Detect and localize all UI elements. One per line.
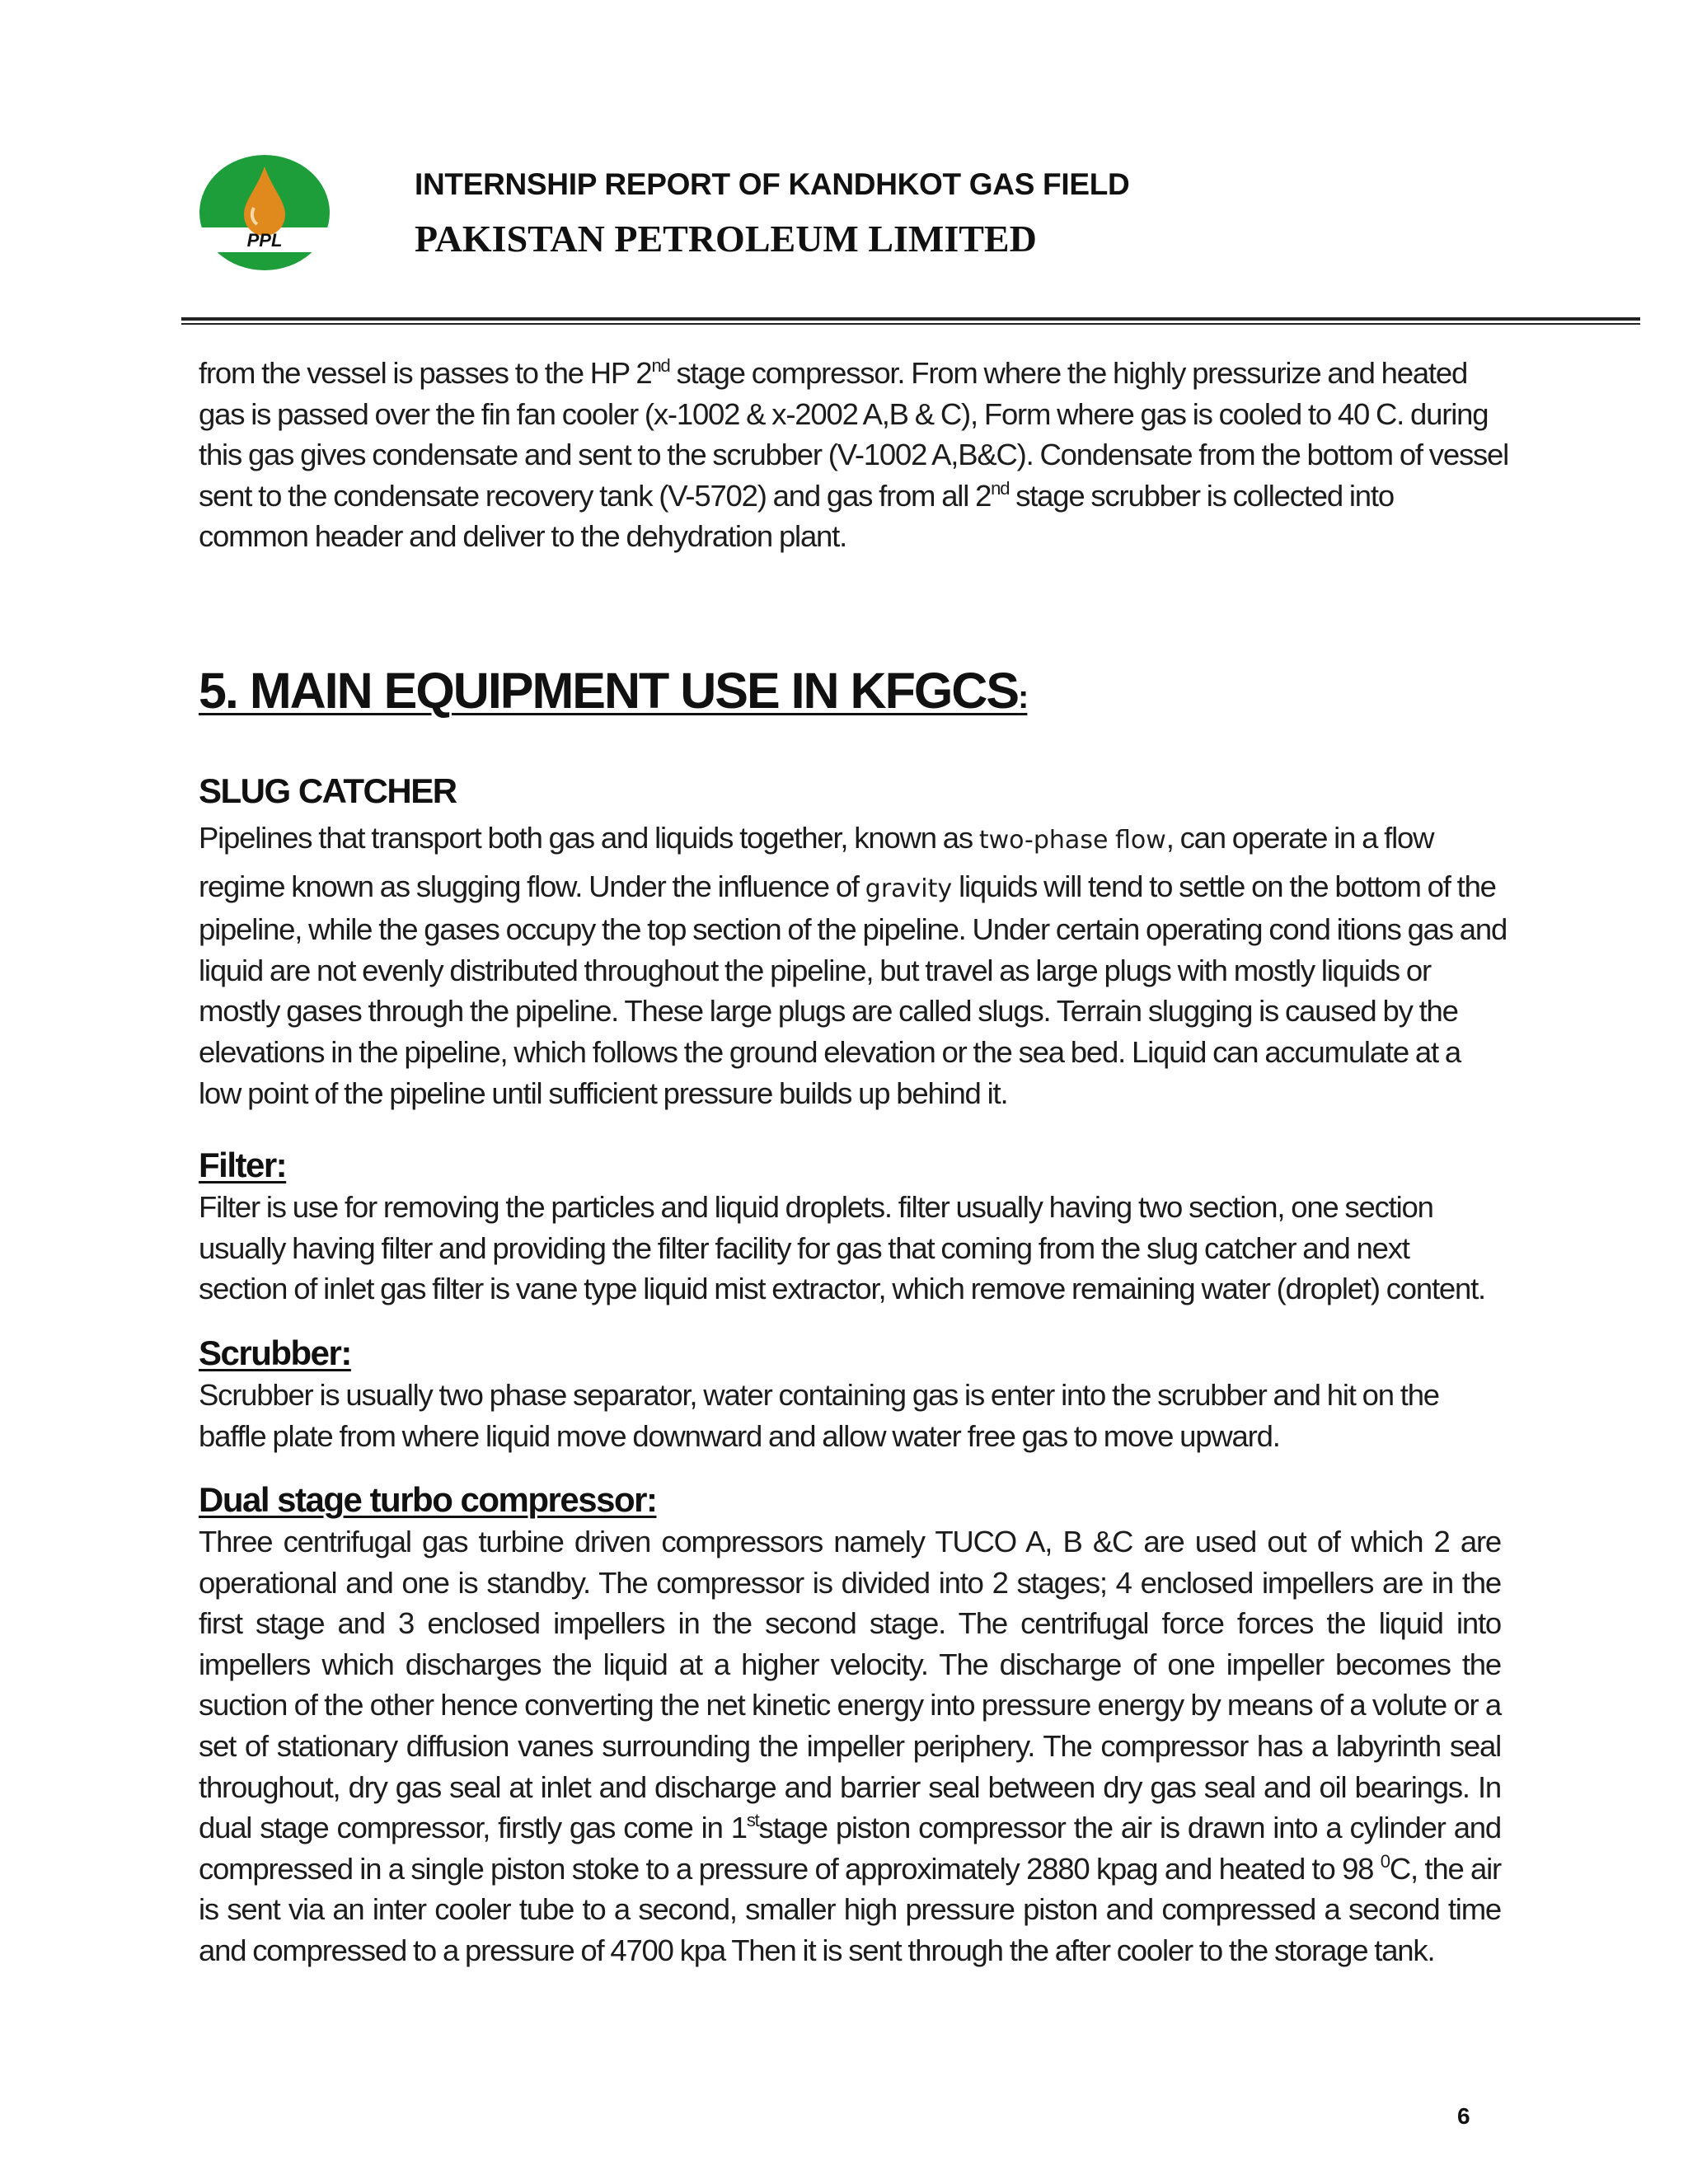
page-number: 6 (1457, 2103, 1470, 2129)
intro-paragraph: from the vessel is passes to the HP 2nd stage compressor. From where the highly pressurize and heated gas is passed over the fin fan cooler (x-1002 & x-2002 A,B & C), Form where gas is cooled to 40 C. during this gas gives condensate and sent to the scrubber (V-1002 A,B&C). Condensate from the bottom of vessel sent to the condensate recovery tank (V-5702) and gas from all 2nd stage scrubber is collected into common header and deliver to the dehydration plant. (199, 355, 1509, 554)
header-rule (181, 317, 1640, 321)
scrubber-heading: Scrubber: (199, 1333, 351, 1372)
main-section-heading: 5. MAIN EQUIPMENT USE IN KFGCS: (199, 663, 1028, 719)
ppl-logo (198, 155, 331, 272)
turbo-compressor-paragraph: Three centrifugal gas turbine driven compressors namely TUCO A, B &C are used out of which 2 are operational and one is standby. The compressor is divided into 2 stages; 4 enclosed impellers are in the first stage and 3 enclosed impellers in the second stage. The centrifugal force forces the liquid into impellers which discharges the liquid at a higher velocity. The discharge of one impeller becomes the suction of the other hence converting the net kinetic energy into pressure energy by means of a volute or a set of stationary diffusion vanes surrounding the impeller periphery. The compressor has a labyrinth seal throughout, dry gas seal at inlet and discharge and barrier seal between dry gas seal and oil bearings. In dual stage compressor, firstly gas come in 1ststage piston compressor the air is drawn into a cylinder and compressed in a single piston stoke to a pressure of approximately 2880 kpag and heated to 98 $^0$C, the air is sent via an inter cooler tube to a second, smaller high pressure piston and compressed a second time and compressed to a pressure of 4700 kpa Then it is sent through the after cooler to the storage tank. (199, 1525, 1501, 1967)
header-rule-thin (181, 323, 1640, 325)
turbo-compressor-heading: Dual stage turbo compressor: (199, 1480, 657, 1519)
filter-heading: Filter: (199, 1146, 287, 1184)
slug-catcher-paragraph: Pipelines that transport both gas and liquids together, known as two-phase flow, can operate in a flow regime known as slugging flow. Under the influence of gravity liquids will tend to settle on the bottom of the pipeline, while the gases occupy the top section of the pipeline. Under certain operating cond itions gas and liquid are not evenly distributed throughout the pipeline, but travel as large plugs with mostly liquids or mostly gases through the pipeline. These large plugs are called slugs. Terrain slugging is caused by the elevations in the pipeline, which follows the ground elevation or the sea bed. Liquid can accumulate at a low point of the pipeline until sufficient pressure builds up behind it. (199, 821, 1507, 1110)
scrubber-paragraph: Scrubber is usually two phase separator, water containing gas is enter into the scrubber and hit on the baffle plate from where liquid move downward and allow water free gas to move upward. (199, 1378, 1439, 1453)
company-name: PAKISTAN PETROLEUM LIMITED (415, 218, 1037, 260)
filter-paragraph: Filter is use for removing the particles and liquid droplets. filter usually having two section, one section usually having filter and providing the filter facility for gas that coming from the slug catcher and next section of inlet gas filter is vane type liquid mist extractor, which remove remaining water (droplet) content. (199, 1190, 1485, 1306)
report-title: INTERNSHIP REPORT OF KANDHKOT GAS FIELD (415, 167, 1130, 201)
slug-catcher-heading: SLUG CATCHER (199, 771, 457, 810)
logo-text: PPL (246, 230, 283, 251)
